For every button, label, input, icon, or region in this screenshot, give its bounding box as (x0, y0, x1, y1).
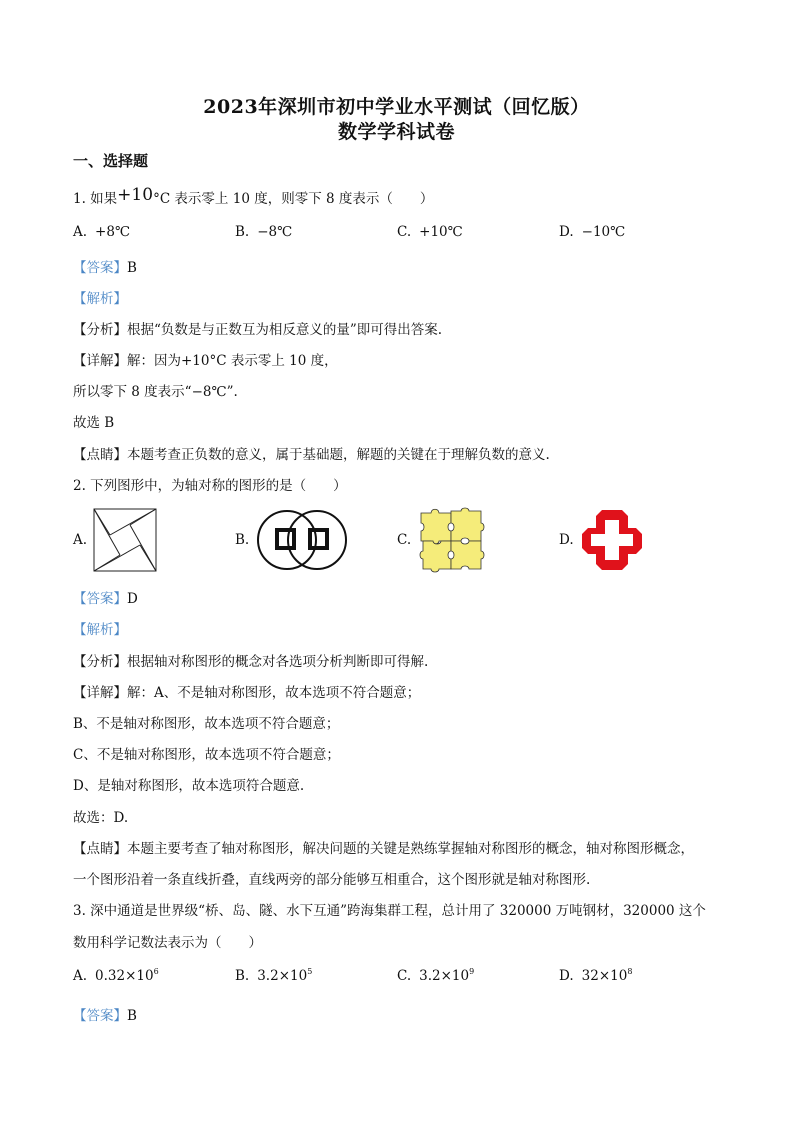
q2-detail-b: B、不是轴对称图形，故本选项不符合题意； (73, 716, 340, 732)
q2-detail: 【详解】解：A、不是轴对称图形，故本选项不符合题意； (73, 685, 421, 701)
q3-option-b: B. $3.2\times 10^5$ (235, 967, 313, 984)
q2-fenxi: 【分析】根据轴对称图形的概念对各选项分析判断即可得解. (73, 654, 429, 670)
q1-answer: 【答案】B (73, 260, 137, 276)
q3-stem-line1: 3. 深中通道是世界级“桥、岛、隧、水下互通”跨海集群工程，总计用了 320000 万吨钢材，320000 这个 (73, 903, 706, 919)
answer-tag: 【答案】 (73, 1008, 127, 1024)
q2-figures (73, 505, 733, 575)
q2-option-d: D. (559, 505, 644, 575)
q3-option-c: C. $3.2\times 10^9$ (397, 967, 475, 984)
q1-option-d: D. −10℃ (559, 224, 626, 240)
q2-comment-line2: 一个图形沿着一条直线折叠，直线两旁的部分能够互相重合，这个图形就是轴对称图形. (73, 872, 591, 888)
double-coin-figure (255, 508, 349, 572)
q1-stem: 1. 如果+10°C 表示零上 10 度，则零下 8 度表示（ ） (73, 185, 434, 207)
q2-option-b: B. (235, 505, 349, 575)
q2-option-a: A. (73, 505, 157, 575)
page-title: 2023年深圳市初中学业水平测试（回忆版） (203, 96, 590, 118)
q1-option-b: B. −8℃ (235, 224, 293, 240)
q1-fenxi: 【分析】根据“负数是与正数互为相反意义的量”即可得出答案. (73, 322, 443, 338)
q1-analysis-tag: 【解析】 (73, 291, 127, 307)
answer-tag: 【答案】 (73, 591, 127, 607)
q1-detail-line2: 所以零下 8 度表示“−8℃”. (73, 384, 238, 400)
section-heading: 一、选择题 (73, 152, 149, 170)
q3-option-a: A. $0.32\times 10^6$ (73, 967, 159, 984)
q2-comment: 【点睛】本题主要考查了轴对称图形，解决问题的关键是熟练掌握轴对称图形的概念，轴对称图形概念， (73, 841, 694, 857)
q3-answer: 【答案】B (73, 1008, 137, 1024)
page-subtitle: 数学学科试卷 (337, 121, 455, 143)
q2-detail-c: C、不是轴对称图形，故本选项不符合题意； (73, 747, 340, 763)
q1-comment: 【点睛】本题考查正负数的意义，属于基础题，解题的关键在于理解负数的意义. (73, 447, 550, 463)
q2-analysis-tag: 【解析】 (73, 622, 127, 638)
red-cross-figure (580, 508, 644, 572)
answer-tag: 【答案】 (73, 260, 127, 276)
q2-detail-d: D、是轴对称图形，故本选项符合题意. (73, 778, 305, 794)
q1-detail-line3: 故选 B (73, 415, 115, 431)
puzzle-pieces-figure (417, 507, 487, 573)
q2-stem: 2. 下列图形中，为轴对称的图形的是（ ） (73, 478, 347, 494)
q3-stem-line2: 数用科学记数法表示为（ ） (73, 935, 262, 951)
q1-detail: 【详解】解：因为+10°C 表示零上 10 度， (73, 353, 338, 369)
q2-option-c: C. (397, 505, 487, 575)
q3-option-d: D. $32\times 10^8$ (559, 967, 633, 984)
q2-answer: 【答案】D (73, 591, 138, 607)
q1-option-c: C. +10℃ (397, 224, 463, 240)
q2-conclusion: 故选：D. (73, 810, 129, 826)
q1-option-a: A. +8℃ (73, 224, 131, 240)
pinwheel-square-figure (93, 508, 157, 572)
